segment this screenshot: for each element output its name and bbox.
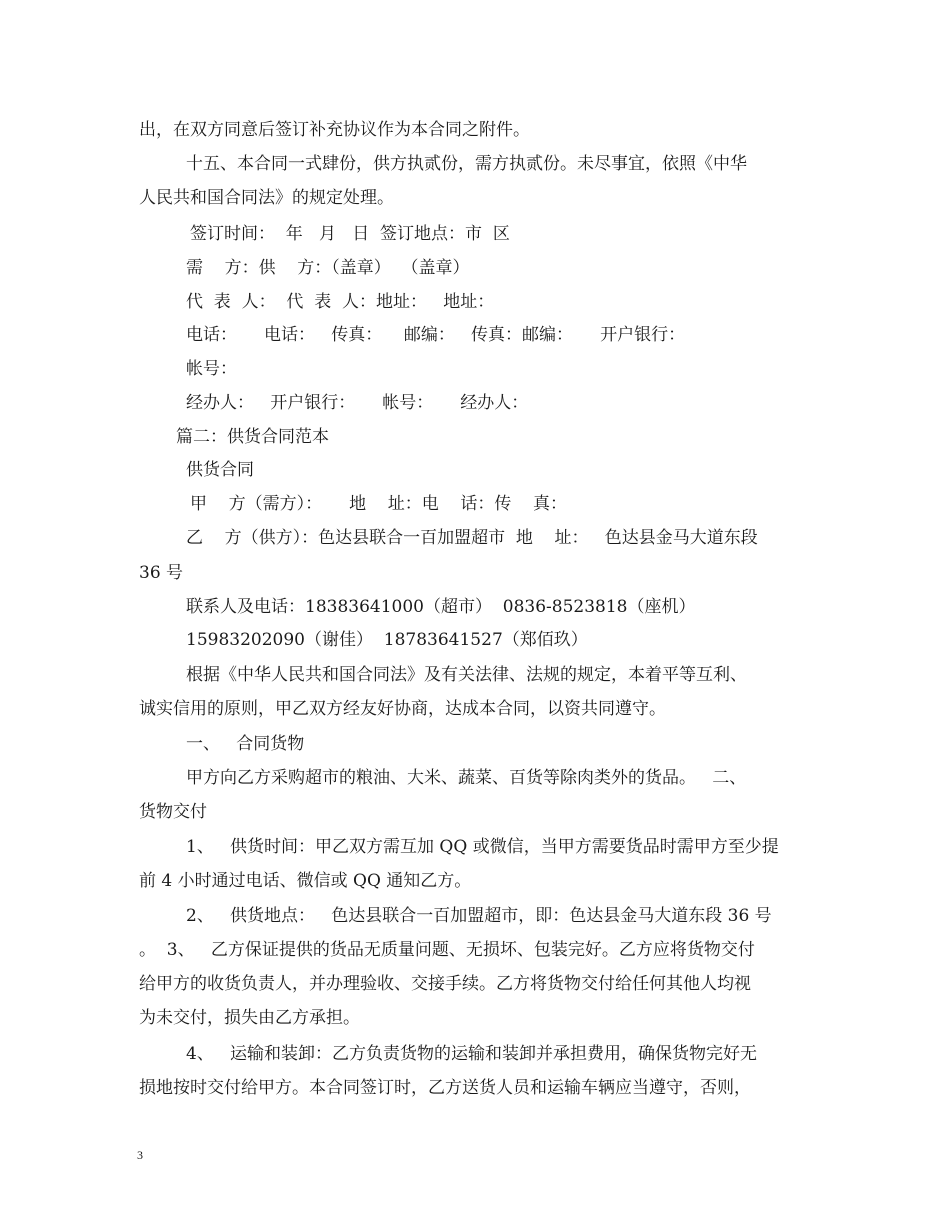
text-line: 36 号 [139, 563, 184, 583]
text-line: 电话： 电话： 传真： 邮编： 传真：邮编： 开户银行： [186, 325, 686, 345]
text-line: 代 表 人： 代 表 人：地址： 地址： [186, 292, 495, 312]
page-number: 3 [137, 1148, 143, 1162]
text-line: 。 3、 乙方保证提供的货品无质量问题、无损坏、包装完好。乙方应将货物交付 [139, 940, 755, 960]
text-line: 帐号： [186, 359, 237, 379]
text-line: 经办人： 开户银行： 帐号： 经办人： [186, 393, 529, 413]
text-line: 2、 供货地点： 色达县联合一百加盟超市，即：色达县金马大道东段 36 号 [186, 906, 772, 926]
text-line: 根据《中华人民共和国合同法》及有关法律、法规的规定，本着平等互利、 [186, 665, 747, 685]
text-line: 4、 运输和装卸：乙方负责货物的运输和装卸并承担费用，确保货物完好无 [186, 1044, 758, 1064]
text-line: 15983202090（谢佳） 18783641527（郑佰玖） [186, 630, 588, 650]
section-heading: 篇二：供货合同范本 [176, 427, 329, 447]
text-line: 给甲方的收货负责人，并办理验收、交接手续。乙方将货物交付给任何其他人均视 [139, 974, 751, 994]
text-line: 1、 供货时间：甲乙双方需互加 QQ 或微信，当甲方需要货品时需甲方至少提 [186, 837, 779, 857]
text-line: 为未交付，损失由乙方承担。 [139, 1008, 360, 1028]
document-title: 供货合同 [186, 460, 254, 480]
text-line: 十五、本合同一式肆份，供方执贰份，需方执贰份。未尽事宜，依照《中华 [186, 154, 747, 174]
text-line: 损地按时交付给甲方。本合同签订时，乙方送货人员和运输车辆应当遵守，否则， [139, 1078, 751, 1098]
text-line: 乙 方（供方）：色达县联合一百加盟超市 地 址： 色达县金马大道东段 [186, 528, 758, 548]
text-line: 一、 合同货物 [186, 734, 305, 754]
text-line: 需 方：供 方：（盖章） （盖章） [186, 258, 470, 278]
text-line: 出，在双方同意后签订补充协议作为本合同之附件。 [139, 120, 530, 140]
text-line: 人民共和国合同法》的规定处理。 [139, 188, 394, 208]
text-line: 前 4 小时通过电话、微信或 QQ 通知乙方。 [139, 871, 472, 891]
text-line: 签订时间： 年 月 日 签订地点：市 区 [190, 224, 510, 244]
text-line: 甲 方（需方）： 地 址：电 话：传 真： [190, 494, 567, 514]
text-line: 货物交付 [139, 802, 207, 822]
text-line: 联系人及电话：18383641000（超市） 0836-8523818（座机） [186, 597, 696, 617]
text-line: 甲方向乙方采购超市的粮油、大米、蔬菜、百货等除肉类外的货品。 二、 [186, 768, 747, 788]
text-line: 诚实信用的原则，甲乙双方经友好协商，达成本合同，以资共同遵守。 [139, 699, 666, 719]
